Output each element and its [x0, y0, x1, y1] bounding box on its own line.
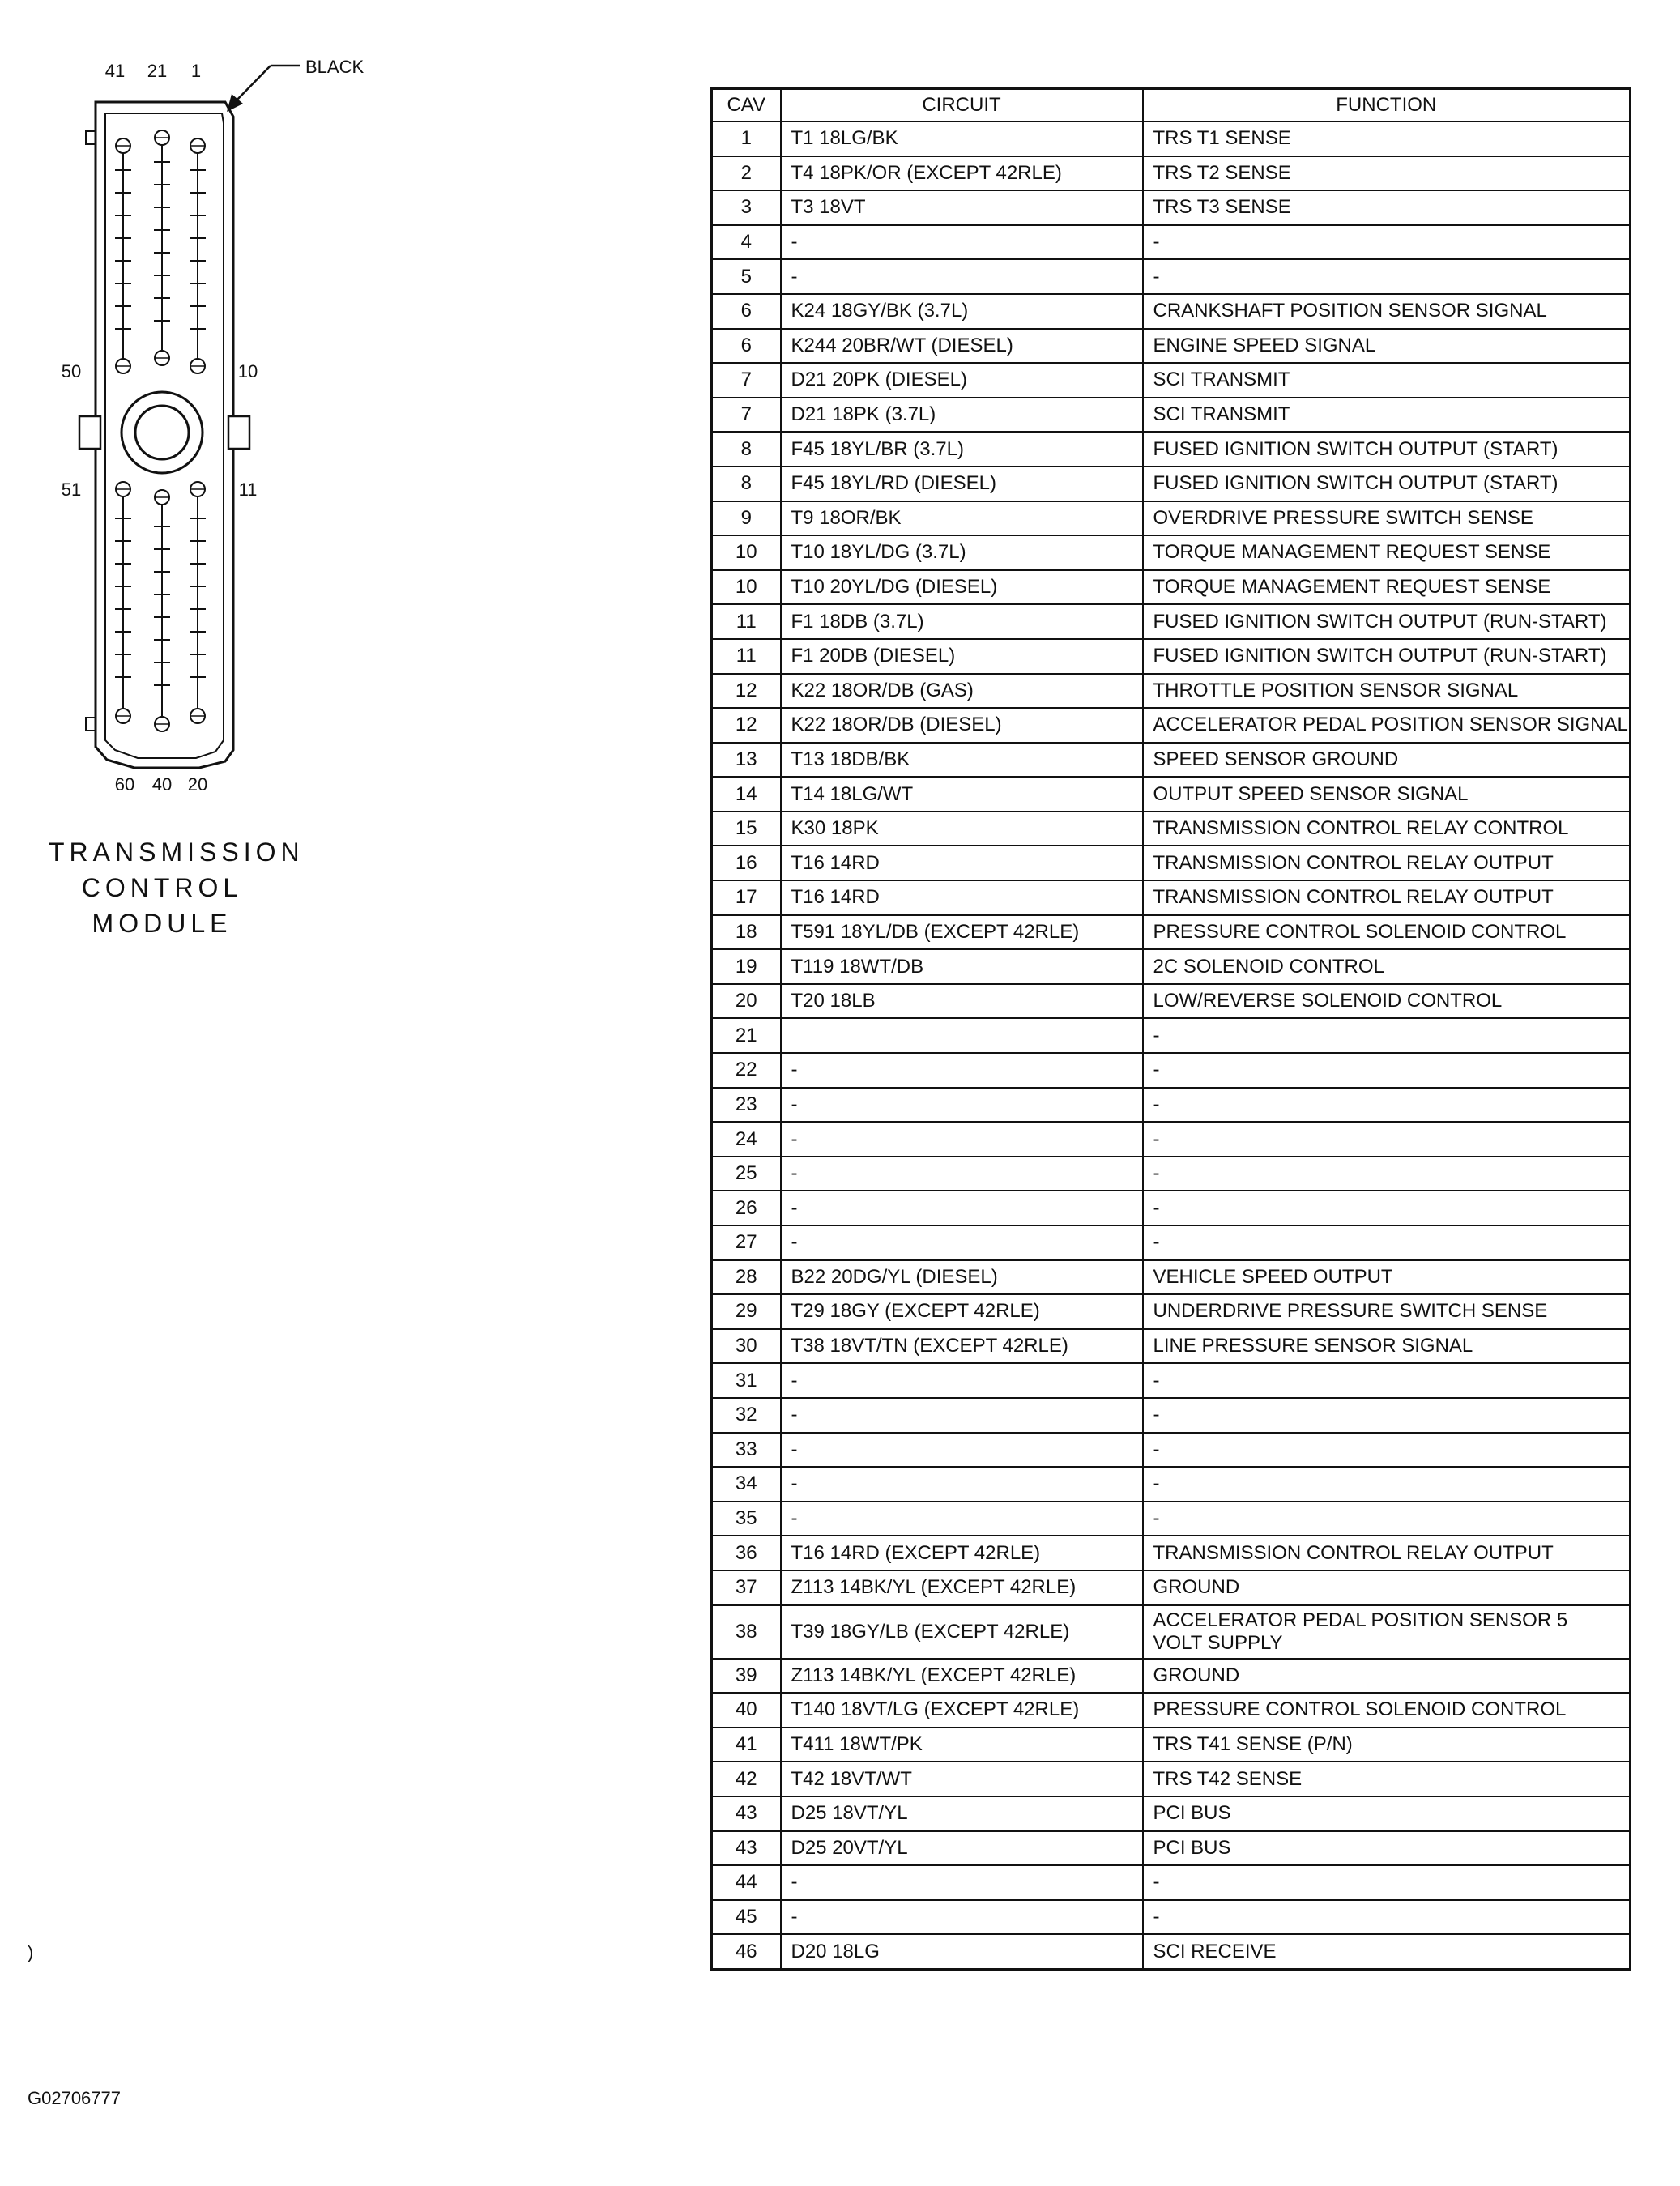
upper-pin-columns — [115, 131, 206, 363]
circuit-cell: T42 18VT/WT — [781, 1762, 1143, 1796]
pin-label-21: 21 — [147, 61, 168, 81]
function-cell: CRANKSHAFT POSITION SENSOR SIGNAL — [1143, 294, 1631, 329]
figure-id: G02706777 — [28, 2088, 121, 2108]
module-title-line-3: MODULE — [92, 909, 232, 938]
circuit-cell: T38 18VT/TN (EXCEPT 42RLE) — [781, 1329, 1143, 1364]
function-cell: OVERDRIVE PRESSURE SWITCH SENSE — [1143, 501, 1631, 536]
circuit-cell: T39 18GY/LB (EXCEPT 42RLE) — [781, 1605, 1143, 1659]
cav-cell: 7 — [712, 398, 781, 433]
cav-cell: 8 — [712, 432, 781, 467]
table-row — [712, 225, 1631, 260]
function-cell: LINE PRESSURE SENSOR SIGNAL — [1143, 1329, 1631, 1364]
table-row — [712, 535, 1631, 570]
table-row — [712, 1191, 1631, 1225]
cav-cell: 22 — [712, 1053, 781, 1088]
cav-cell: 35 — [712, 1502, 781, 1536]
mount-tab-right — [228, 416, 249, 449]
circuit-cell: T16 14RD (EXCEPT 42RLE) — [781, 1536, 1143, 1570]
pin-label-20: 20 — [187, 774, 208, 795]
circuit-cell: T29 18GY (EXCEPT 42RLE) — [781, 1294, 1143, 1329]
function-cell: TRS T41 SENSE (P/N) — [1143, 1728, 1631, 1762]
cav-cell: 42 — [712, 1762, 781, 1796]
table-row — [712, 1934, 1631, 1969]
pin-label-40: 40 — [151, 774, 173, 795]
table-row — [712, 708, 1631, 743]
function-cell: PCI BUS — [1143, 1831, 1631, 1866]
table-row — [712, 1157, 1631, 1191]
table-row — [712, 639, 1631, 674]
cav-cell: 5 — [712, 259, 781, 294]
cav-cell: 8 — [712, 467, 781, 501]
table-row — [712, 777, 1631, 812]
circuit-cell: T119 18WT/DB — [781, 949, 1143, 984]
table-row — [712, 604, 1631, 639]
circuit-cell: - — [781, 1088, 1143, 1123]
cav-cell: 30 — [712, 1329, 781, 1364]
circuit-cell: - — [781, 1433, 1143, 1468]
function-cell: - — [1143, 1467, 1631, 1502]
cav-cell: 23 — [712, 1088, 781, 1123]
circuit-cell: Z113 14BK/YL (EXCEPT 42RLE) — [781, 1659, 1143, 1694]
circuit-cell: T1 18LG/BK — [781, 121, 1143, 156]
pinout-table — [710, 87, 1631, 1971]
table-row — [712, 329, 1631, 364]
function-cell: SCI TRANSMIT — [1143, 363, 1631, 398]
table-row — [712, 1294, 1631, 1329]
cav-cell: 11 — [712, 639, 781, 674]
table-row — [712, 1900, 1631, 1935]
function-cell: - — [1143, 1900, 1631, 1935]
circuit-cell: - — [781, 1398, 1143, 1433]
circuit-cell: K244 20BR/WT (DIESEL) — [781, 329, 1143, 364]
function-cell: - — [1143, 1088, 1631, 1123]
circuit-cell: D21 18PK (3.7L) — [781, 398, 1143, 433]
pin-label-10: 10 — [237, 361, 258, 381]
function-cell: SCI TRANSMIT — [1143, 398, 1631, 433]
circuit-cell: K30 18PK — [781, 812, 1143, 846]
callout-arrow-shaft — [233, 66, 271, 104]
cav-cell: 45 — [712, 1900, 781, 1935]
circuit-cell: - — [781, 1502, 1143, 1536]
function-cell: TRANSMISSION CONTROL RELAY OUTPUT — [1143, 846, 1631, 880]
center-bolt-inner — [135, 406, 189, 459]
function-cell: TRS T42 SENSE — [1143, 1762, 1631, 1796]
table-row — [712, 1329, 1631, 1364]
cav-cell: 41 — [712, 1728, 781, 1762]
function-cell: ENGINE SPEED SIGNAL — [1143, 329, 1631, 364]
function-cell: GROUND — [1143, 1570, 1631, 1605]
function-cell: - — [1143, 1363, 1631, 1398]
function-cell: TRS T1 SENSE — [1143, 121, 1631, 156]
table-row — [712, 743, 1631, 778]
cav-cell: 28 — [712, 1260, 781, 1295]
function-cell: VEHICLE SPEED OUTPUT — [1143, 1260, 1631, 1295]
circuit-cell: - — [781, 1225, 1143, 1260]
table-row — [712, 398, 1631, 433]
pin-label-60: 60 — [114, 774, 135, 795]
table-row — [712, 121, 1631, 156]
cav-cell: 7 — [712, 363, 781, 398]
function-cell: - — [1143, 1433, 1631, 1468]
function-cell: LOW/REVERSE SOLENOID CONTROL — [1143, 984, 1631, 1019]
cav-cell: 6 — [712, 294, 781, 329]
circuit-cell: D21 20PK (DIESEL) — [781, 363, 1143, 398]
table-row — [712, 190, 1631, 225]
table-row — [712, 915, 1631, 950]
connector-diagram — [57, 49, 365, 802]
table-row — [712, 363, 1631, 398]
circuit-cell: - — [781, 259, 1143, 294]
circuit-cell: F1 20DB (DIESEL) — [781, 639, 1143, 674]
function-cell: - — [1143, 1122, 1631, 1157]
function-cell: PRESSURE CONTROL SOLENOID CONTROL — [1143, 915, 1631, 950]
cav-cell: 20 — [712, 984, 781, 1019]
cav-cell: 3 — [712, 190, 781, 225]
table-row — [712, 1433, 1631, 1468]
function-cell: - — [1143, 1225, 1631, 1260]
cav-cell: 16 — [712, 846, 781, 880]
function-cell: ACCELERATOR PEDAL POSITION SENSOR SIGNAL — [1143, 708, 1631, 743]
latch-left-bottom — [86, 718, 96, 731]
table-row — [712, 1467, 1631, 1502]
cav-cell: 19 — [712, 949, 781, 984]
function-cell: PRESSURE CONTROL SOLENOID CONTROL — [1143, 1693, 1631, 1728]
circuit-cell: K22 18OR/DB (DIESEL) — [781, 708, 1143, 743]
function-cell: - — [1143, 1157, 1631, 1191]
circuit-cell: D25 20VT/YL — [781, 1831, 1143, 1866]
table-row — [712, 1605, 1631, 1659]
function-cell: PCI BUS — [1143, 1796, 1631, 1831]
function-cell: GROUND — [1143, 1659, 1631, 1694]
circuit-cell: - — [781, 1157, 1143, 1191]
function-cell: - — [1143, 1502, 1631, 1536]
circuit-cell: D20 18LG — [781, 1934, 1143, 1969]
circuit-cell: F1 18DB (3.7L) — [781, 604, 1143, 639]
circuit-cell: T20 18LB — [781, 984, 1143, 1019]
table-row — [712, 1796, 1631, 1831]
function-cell: SPEED SENSOR GROUND — [1143, 743, 1631, 778]
circuit-cell: F45 18YL/BR (3.7L) — [781, 432, 1143, 467]
lower-pin-terminals — [116, 482, 205, 731]
table-row — [712, 1122, 1631, 1157]
cav-cell: 14 — [712, 777, 781, 812]
header-circuit: CIRCUIT — [781, 89, 1143, 122]
table-row — [712, 156, 1631, 191]
cav-cell: 27 — [712, 1225, 781, 1260]
function-cell: - — [1143, 1398, 1631, 1433]
latch-left-top — [86, 131, 96, 144]
pin-label-50: 50 — [61, 361, 82, 381]
pin-label-11: 11 — [238, 479, 258, 500]
mount-tab-left — [79, 416, 100, 449]
cav-cell: 26 — [712, 1191, 781, 1225]
circuit-cell: - — [781, 1122, 1143, 1157]
table-row — [712, 1053, 1631, 1088]
cav-cell: 40 — [712, 1693, 781, 1728]
circuit-cell: T16 14RD — [781, 846, 1143, 880]
table-row — [712, 880, 1631, 915]
circuit-cell: T9 18OR/BK — [781, 501, 1143, 536]
circuit-cell: T14 18LG/WT — [781, 777, 1143, 812]
table-row — [712, 1831, 1631, 1866]
function-cell: TORQUE MANAGEMENT REQUEST SENSE — [1143, 570, 1631, 605]
cav-cell: 21 — [712, 1018, 781, 1053]
table-row — [712, 1225, 1631, 1260]
circuit-cell: T16 14RD — [781, 880, 1143, 915]
cav-cell: 44 — [712, 1865, 781, 1900]
circuit-cell: T4 18PK/OR (EXCEPT 42RLE) — [781, 156, 1143, 191]
circuit-cell: K24 18GY/BK (3.7L) — [781, 294, 1143, 329]
cav-cell: 33 — [712, 1433, 781, 1468]
function-cell: - — [1143, 1053, 1631, 1088]
function-cell: TRS T2 SENSE — [1143, 156, 1631, 191]
circuit-cell: - — [781, 1363, 1143, 1398]
module-title — [49, 834, 305, 941]
header-function: FUNCTION — [1143, 89, 1631, 122]
circuit-cell: T13 18DB/BK — [781, 743, 1143, 778]
function-cell: 2C SOLENOID CONTROL — [1143, 949, 1631, 984]
table-row — [712, 294, 1631, 329]
table-row — [712, 674, 1631, 709]
stray-mark: ) — [28, 1942, 34, 1962]
circuit-cell: - — [781, 1467, 1143, 1502]
pin-label-41: 41 — [104, 61, 126, 81]
circuit-cell: T591 18YL/DB (EXCEPT 42RLE) — [781, 915, 1143, 950]
module-title-line-2: CONTROL — [81, 873, 243, 902]
cav-cell: 38 — [712, 1605, 781, 1659]
circuit-cell: T140 18VT/LG (EXCEPT 42RLE) — [781, 1693, 1143, 1728]
cav-cell: 10 — [712, 570, 781, 605]
table-row — [712, 1260, 1631, 1295]
function-cell: FUSED IGNITION SWITCH OUTPUT (START) — [1143, 467, 1631, 501]
function-cell: FUSED IGNITION SWITCH OUTPUT (START) — [1143, 432, 1631, 467]
table-row — [712, 1728, 1631, 1762]
table-row — [712, 1865, 1631, 1900]
table-row — [712, 1363, 1631, 1398]
function-cell: TRANSMISSION CONTROL RELAY OUTPUT — [1143, 880, 1631, 915]
cav-cell: 2 — [712, 156, 781, 191]
table-row — [712, 501, 1631, 536]
function-cell: FUSED IGNITION SWITCH OUTPUT (RUN-START) — [1143, 604, 1631, 639]
cav-cell: 13 — [712, 743, 781, 778]
table-row — [712, 1502, 1631, 1536]
circuit-cell — [781, 1018, 1143, 1053]
function-cell: - — [1143, 225, 1631, 260]
function-cell: TORQUE MANAGEMENT REQUEST SENSE — [1143, 535, 1631, 570]
table-body — [712, 121, 1631, 1969]
cav-cell: 46 — [712, 1934, 781, 1969]
table-row — [712, 1398, 1631, 1433]
table-row — [712, 1018, 1631, 1053]
table-row — [712, 259, 1631, 294]
cav-cell: 18 — [712, 915, 781, 950]
table-row — [712, 949, 1631, 984]
function-cell: FUSED IGNITION SWITCH OUTPUT (RUN-START) — [1143, 639, 1631, 674]
circuit-cell: D25 18VT/YL — [781, 1796, 1143, 1831]
table-row — [712, 984, 1631, 1019]
function-cell: OUTPUT SPEED SENSOR SIGNAL — [1143, 777, 1631, 812]
function-cell: - — [1143, 1018, 1631, 1053]
table-header-row — [712, 89, 1631, 122]
table-row — [712, 1659, 1631, 1694]
circuit-cell: - — [781, 1053, 1143, 1088]
cav-cell: 12 — [712, 674, 781, 709]
table-row — [712, 432, 1631, 467]
cav-cell: 34 — [712, 1467, 781, 1502]
cav-cell: 37 — [712, 1570, 781, 1605]
circuit-cell: - — [781, 1191, 1143, 1225]
function-cell: ACCELERATOR PEDAL POSITION SENSOR 5 VOLT SUPPLY — [1143, 1605, 1631, 1659]
pin-label-1: 1 — [190, 61, 202, 81]
table-row — [712, 846, 1631, 880]
table-row — [712, 1693, 1631, 1728]
circuit-cell: Z113 14BK/YL (EXCEPT 42RLE) — [781, 1570, 1143, 1605]
function-cell: SCI RECEIVE — [1143, 1934, 1631, 1969]
table-row — [712, 467, 1631, 501]
table-row — [712, 570, 1631, 605]
circuit-cell: F45 18YL/RD (DIESEL) — [781, 467, 1143, 501]
table-row — [712, 1536, 1631, 1570]
cav-cell: 1 — [712, 121, 781, 156]
cav-cell: 24 — [712, 1122, 781, 1157]
cav-cell: 31 — [712, 1363, 781, 1398]
table-row — [712, 1088, 1631, 1123]
function-cell: TRANSMISSION CONTROL RELAY CONTROL — [1143, 812, 1631, 846]
cav-cell: 32 — [712, 1398, 781, 1433]
table-row — [712, 1762, 1631, 1796]
cav-cell: 12 — [712, 708, 781, 743]
cav-cell: 29 — [712, 1294, 781, 1329]
circuit-cell: T3 18VT — [781, 190, 1143, 225]
circuit-cell: T10 20YL/DG (DIESEL) — [781, 570, 1143, 605]
cav-cell: 43 — [712, 1796, 781, 1831]
cav-cell: 9 — [712, 501, 781, 536]
function-cell: - — [1143, 259, 1631, 294]
function-cell: - — [1143, 1865, 1631, 1900]
circuit-cell: B22 20DG/YL (DIESEL) — [781, 1260, 1143, 1295]
cav-cell: 25 — [712, 1157, 781, 1191]
header-cav: CAV — [712, 89, 781, 122]
pin-label-51: 51 — [61, 479, 82, 500]
cav-cell: 4 — [712, 225, 781, 260]
table-row — [712, 812, 1631, 846]
circuit-cell: - — [781, 1865, 1143, 1900]
module-title-line-1: TRANSMISSION — [49, 837, 305, 867]
cav-cell: 17 — [712, 880, 781, 915]
lower-pin-columns — [115, 489, 206, 721]
table-row — [712, 1570, 1631, 1605]
cav-cell: 6 — [712, 329, 781, 364]
function-cell: UNDERDRIVE PRESSURE SWITCH SENSE — [1143, 1294, 1631, 1329]
color-label: BLACK — [305, 57, 365, 77]
cav-cell: 11 — [712, 604, 781, 639]
circuit-cell: - — [781, 1900, 1143, 1935]
function-cell: TRANSMISSION CONTROL RELAY OUTPUT — [1143, 1536, 1631, 1570]
cav-cell: 15 — [712, 812, 781, 846]
function-cell: THROTTLE POSITION SENSOR SIGNAL — [1143, 674, 1631, 709]
cav-cell: 36 — [712, 1536, 781, 1570]
circuit-cell: T10 18YL/DG (3.7L) — [781, 535, 1143, 570]
cav-cell: 39 — [712, 1659, 781, 1694]
cav-cell: 43 — [712, 1831, 781, 1866]
circuit-cell: - — [781, 225, 1143, 260]
function-cell: TRS T3 SENSE — [1143, 190, 1631, 225]
cav-cell: 10 — [712, 535, 781, 570]
circuit-cell: T411 18WT/PK — [781, 1728, 1143, 1762]
circuit-cell: K22 18OR/DB (GAS) — [781, 674, 1143, 709]
lower-pin-crosshairs — [116, 489, 205, 724]
function-cell: - — [1143, 1191, 1631, 1225]
